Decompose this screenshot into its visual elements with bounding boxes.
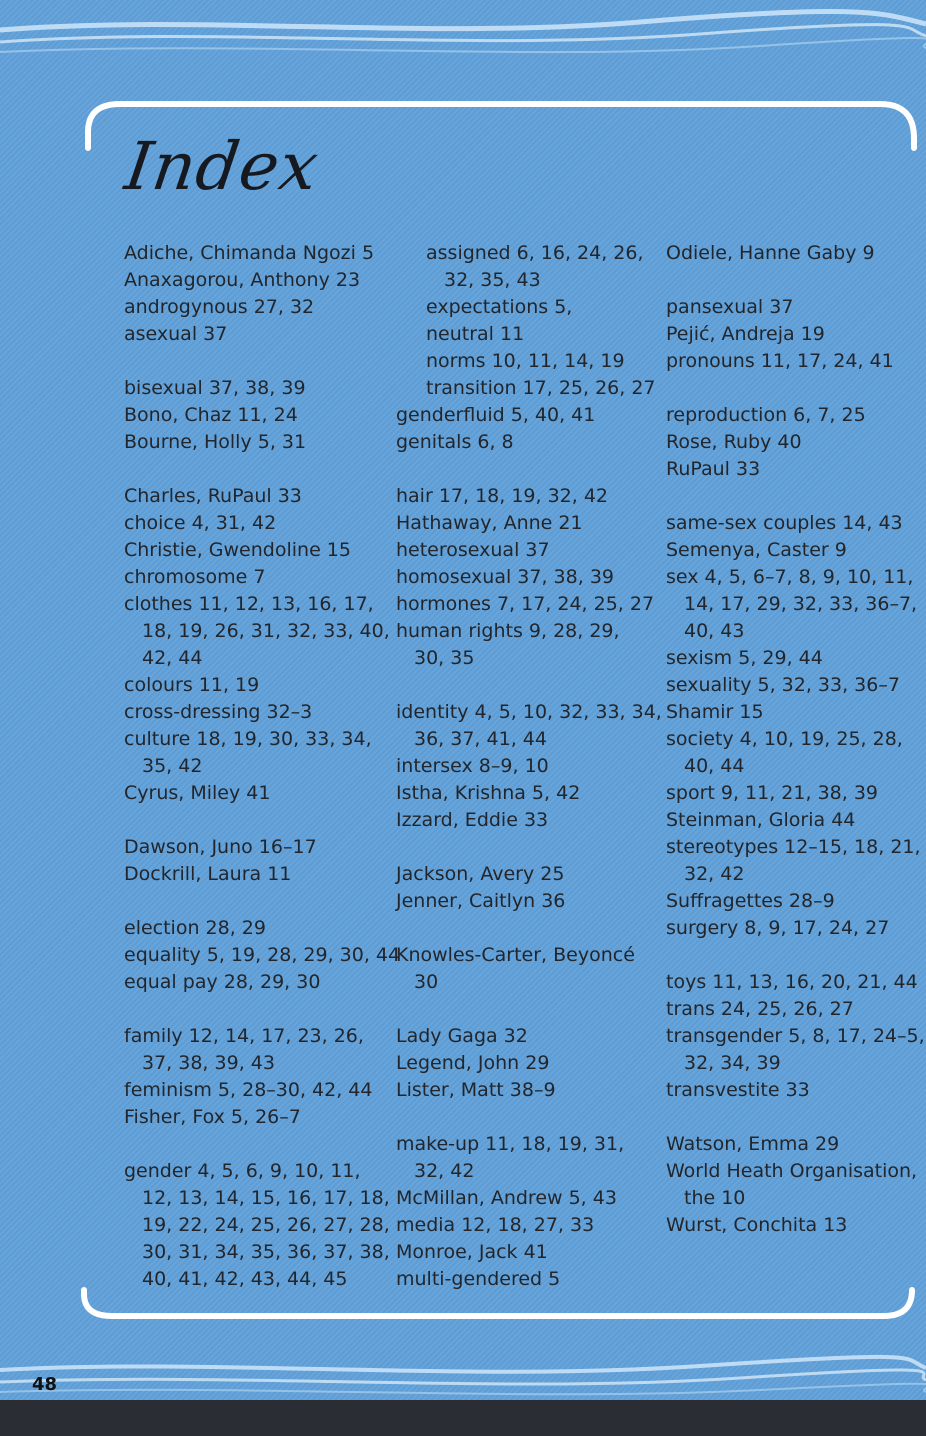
index-entry-line: expectations 5, (426, 296, 573, 318)
index-entry (396, 807, 646, 834)
index-entry (666, 321, 916, 348)
index-entry-line: Jenner, Caitlyn 36 (396, 890, 566, 912)
index-entry-line: norms 10, 11, 14, 19 (426, 350, 625, 372)
index-letter-group (666, 402, 916, 483)
index-entry-continuation: 32, 35, 43 (444, 269, 541, 291)
index-entry-line: feminism 5, 28–30, 42, 44 (124, 1079, 373, 1101)
index-entry-continuation: 40, 43 (684, 620, 745, 642)
index-entry (124, 375, 374, 402)
index-entry (124, 726, 374, 780)
index-entry (124, 537, 374, 564)
index-entry-line: Hathaway, Anne 21 (396, 512, 583, 534)
index-letter-group (396, 699, 662, 834)
index-entry (666, 1131, 916, 1158)
index-entry-line: pansexual 37 (666, 296, 794, 318)
index-entry-line: Bono, Chaz 11, 24 (124, 404, 298, 426)
index-entry-line: sexuality 5, 32, 33, 36–7 (666, 674, 900, 696)
index-entry-line: androgynous 27, 32 (124, 296, 315, 318)
index-entry-line: Legend, John 29 (396, 1052, 550, 1074)
index-entry-line: Rose, Ruby 40 (666, 431, 802, 453)
index-entry-continuation: 32, 42 (414, 1160, 475, 1182)
index-entry (396, 1023, 646, 1050)
index-entry (124, 834, 374, 861)
index-entry-line: stereotypes 12–15, 18, 21, (666, 836, 921, 858)
index-entry (124, 429, 374, 456)
index-entry-line: Bourne, Holly 5, 31 (124, 431, 307, 453)
index-entry (396, 1185, 646, 1212)
index-entry-line: transgender 5, 8, 17, 24–5, (666, 1025, 925, 1047)
book-spine-shadow (0, 1400, 926, 1436)
index-entry (124, 564, 374, 591)
index-entry (124, 699, 374, 726)
index-entry-continuation: 18, 19, 26, 31, 32, 33, 40, (142, 620, 390, 642)
index-entry (396, 591, 655, 618)
index-entry-line: reproduction 6, 7, 25 (666, 404, 866, 426)
index-letter-group (396, 861, 646, 915)
index-entry (666, 1077, 916, 1104)
index-entry-line: identity 4, 5, 10, 32, 33, 34, (396, 701, 662, 723)
index-letter-group (124, 915, 401, 996)
index-entry-line: Izzard, Eddie 33 (396, 809, 549, 831)
index-entry-line: Christie, Gwendoline 15 (124, 539, 351, 561)
index-entry (666, 1212, 916, 1239)
index-entry (124, 969, 374, 996)
index-entry (666, 402, 916, 429)
index-entry (124, 510, 374, 537)
index-entry (666, 969, 916, 996)
index-letter-group (124, 483, 390, 807)
index-entry (124, 672, 374, 699)
index-entry (396, 564, 646, 591)
index-entry-line: trans 24, 25, 26, 27 (666, 998, 854, 1020)
index-entry-continuation: 37, 38, 39, 43 (142, 1052, 275, 1074)
index-entry-line: choice 4, 31, 42 (124, 512, 277, 534)
index-entry-line: transition 17, 25, 26, 27 (426, 377, 656, 399)
index-entry (666, 537, 916, 564)
index-subentry (396, 294, 646, 321)
index-letter-group (666, 969, 925, 1104)
index-entry (396, 402, 646, 429)
index-entry (124, 780, 374, 807)
index-subentry (396, 375, 656, 402)
index-entry-continuation: 32, 42 (684, 863, 745, 885)
index-entry (396, 429, 646, 456)
index-entry (396, 753, 646, 780)
index-entry-line: family 12, 14, 17, 23, 26, (124, 1025, 364, 1047)
index-entry-line: equal pay 28, 29, 30 (124, 971, 321, 993)
index-entry (396, 1239, 646, 1266)
index-entry-continuation: 36, 37, 41, 44 (414, 728, 547, 750)
index-entry-line: Lady Gaga 32 (396, 1025, 528, 1047)
index-entry-line: Suffragettes 28–9 (666, 890, 835, 912)
index-entry-line: assigned 6, 16, 24, 26, (426, 242, 644, 264)
index-entry (666, 564, 916, 645)
index-column-3 (666, 240, 925, 1266)
index-entry-line: hormones 7, 17, 24, 25, 27 (396, 593, 655, 615)
index-entry (124, 267, 374, 294)
index-entry (666, 429, 916, 456)
index-letter-group (124, 375, 374, 456)
index-entry (124, 591, 390, 672)
index-entry (124, 294, 374, 321)
index-entry-line: asexual 37 (124, 323, 228, 345)
index-entry-line: Adiche, Chimanda Ngozi 5 (124, 242, 375, 264)
index-entry-line: Lister, Matt 38–9 (396, 1079, 556, 1101)
index-entry (124, 942, 401, 969)
page-title: Index (120, 128, 324, 205)
index-entry-line: surgery 8, 9, 17, 24, 27 (666, 917, 890, 939)
index-entry-line: Watson, Emma 29 (666, 1133, 840, 1155)
index-entry (666, 645, 916, 672)
index-entry (666, 1023, 925, 1077)
index-entry-line: gender 4, 5, 6, 9, 10, 11, (124, 1160, 361, 1182)
index-entry-continuation: 42, 44 (142, 647, 203, 669)
index-entry-line: clothes 11, 12, 13, 16, 17, (124, 593, 374, 615)
index-column-1 (124, 240, 401, 1320)
index-entry-line: sport 9, 11, 21, 38, 39 (666, 782, 878, 804)
index-entry (396, 861, 646, 888)
index-letter-group (124, 240, 374, 348)
index-entry (666, 807, 916, 834)
index-entry-line: genderfluid 5, 40, 41 (396, 404, 596, 426)
index-entry (666, 240, 916, 267)
index-entry (666, 294, 916, 321)
index-entry-line: genitals 6, 8 (396, 431, 514, 453)
index-entry-line: McMillan, Andrew 5, 43 (396, 1187, 617, 1209)
index-entry-continuation: 30, 35 (414, 647, 475, 669)
index-entry (124, 1158, 390, 1293)
index-entry (396, 942, 646, 996)
index-letter-group (396, 1023, 646, 1104)
index-letter-group (396, 1131, 646, 1293)
index-entry-line: Wurst, Conchita 13 (666, 1214, 848, 1236)
index-entry (396, 510, 646, 537)
index-letter-group (666, 240, 916, 267)
index-entry (124, 240, 374, 267)
index-letter-group (124, 1158, 390, 1293)
index-entry (124, 402, 374, 429)
index-entry-line: Odiele, Hanne Gaby 9 (666, 242, 875, 264)
index-entry (124, 1023, 374, 1077)
index-entry (124, 1077, 374, 1104)
index-entry-line: homosexual 37, 38, 39 (396, 566, 614, 588)
index-entry (396, 1050, 646, 1077)
index-entry (666, 834, 921, 888)
index-entry (666, 726, 916, 780)
index-entry (124, 861, 374, 888)
decorative-wave-bottom (0, 1348, 926, 1408)
index-entry-line: Semenya, Caster 9 (666, 539, 847, 561)
index-entry-line: bisexual 37, 38, 39 (124, 377, 306, 399)
index-entry-line: neutral 11 (426, 323, 525, 345)
page-number: 48 (32, 1374, 58, 1395)
index-entry-line: Istha, Krishna 5, 42 (396, 782, 581, 804)
index-letter-group (124, 1023, 374, 1131)
index-entry (124, 915, 374, 942)
index-entry-continuation: 30 (414, 971, 439, 993)
index-entry-continuation: 35, 42 (142, 755, 203, 777)
index-entry-line: Shamir 15 (666, 701, 764, 723)
index-entry-line: multi-gendered 5 (396, 1268, 561, 1290)
index-entry (396, 888, 646, 915)
index-entry-continuation: 40, 41, 42, 43, 44, 45 (142, 1268, 348, 1290)
index-letter-group (666, 1131, 916, 1239)
index-entry-line: Monroe, Jack 41 (396, 1241, 548, 1263)
index-entry (666, 888, 916, 915)
index-entry (396, 537, 646, 564)
index-entry-line: cross-dressing 32–3 (124, 701, 313, 723)
index-entry (396, 1212, 646, 1239)
index-entry-line: Jackson, Avery 25 (396, 863, 565, 885)
index-entry-continuation: 40, 44 (684, 755, 745, 777)
index-entry (396, 699, 662, 753)
index-entry (666, 672, 916, 699)
decorative-wave-top (0, 0, 926, 70)
index-subentry (396, 321, 646, 348)
index-letter-group (396, 240, 656, 456)
index-entry-line: heterosexual 37 (396, 539, 550, 561)
index-entry-line: election 28, 29 (124, 917, 266, 939)
index-entry-line: colours 11, 19 (124, 674, 260, 696)
index-entry-continuation: 32, 34, 39 (684, 1052, 781, 1074)
index-entry (666, 996, 916, 1023)
index-entry-line: equality 5, 19, 28, 29, 30, 44 (124, 944, 401, 966)
index-entry-line: World Heath Organisation, (666, 1160, 918, 1182)
index-column-2 (396, 240, 662, 1320)
index-subentry (396, 348, 646, 375)
index-letter-group (396, 942, 646, 996)
index-entry (396, 618, 646, 672)
index-entry-line: Dockrill, Laura 11 (124, 863, 292, 885)
index-entry (396, 1077, 646, 1104)
index-entry-line: society 4, 10, 19, 25, 28, (666, 728, 903, 750)
index-entry (396, 483, 646, 510)
index-letter-group (666, 294, 916, 375)
index-entry (666, 699, 916, 726)
index-entry-line: Cyrus, Miley 41 (124, 782, 271, 804)
index-entry-line: pronouns 11, 17, 24, 41 (666, 350, 894, 372)
index-entry (396, 1266, 646, 1293)
index-entry-line: human rights 9, 28, 29, (396, 620, 620, 642)
index-entry-continuation: the 10 (684, 1187, 746, 1209)
index-entry-line: Knowles-Carter, Beyoncé (396, 944, 635, 966)
index-entry (124, 1104, 374, 1131)
index-entry-line: same-sex couples 14, 43 (666, 512, 903, 534)
index-entry-continuation: 19, 22, 24, 25, 26, 27, 28, (142, 1214, 390, 1236)
index-entry (666, 510, 916, 537)
index-letter-group (666, 510, 921, 942)
index-entry (124, 483, 374, 510)
index-entry-line: Anaxagorou, Anthony 23 (124, 269, 361, 291)
index-entry-continuation: 14, 17, 29, 32, 33, 36–7, (684, 593, 918, 615)
index-subentry (396, 240, 646, 294)
index-entry (666, 780, 916, 807)
index-entry-continuation: 12, 13, 14, 15, 16, 17, 18, (142, 1187, 390, 1209)
index-entry-line: Pejić, Andreja 19 (666, 323, 825, 345)
index-entry-line: culture 18, 19, 30, 33, 34, (124, 728, 372, 750)
index-entry-line: toys 11, 13, 16, 20, 21, 44 (666, 971, 918, 993)
index-entry-line: transvestite 33 (666, 1079, 810, 1101)
index-entry (666, 915, 916, 942)
index-entry-line: Charles, RuPaul 33 (124, 485, 302, 507)
index-entry-continuation: 30, 31, 34, 35, 36, 37, 38, (142, 1241, 390, 1263)
index-letter-group (124, 834, 374, 888)
index-entry-line: sex 4, 5, 6–7, 8, 9, 10, 11, (666, 566, 914, 588)
index-entry (666, 1158, 916, 1212)
index-entry-line: Fisher, Fox 5, 26–7 (124, 1106, 301, 1128)
index-entry-line: make-up 11, 18, 19, 31, (396, 1133, 625, 1155)
index-entry-line: Dawson, Juno 16–17 (124, 836, 317, 858)
index-entry (124, 321, 374, 348)
index-letter-group (396, 483, 655, 672)
index-entry (396, 1131, 646, 1185)
index-entry-line: intersex 8–9, 10 (396, 755, 549, 777)
index-entry-line: hair 17, 18, 19, 32, 42 (396, 485, 609, 507)
index-entry-line: media 12, 18, 27, 33 (396, 1214, 595, 1236)
index-entry-line: sexism 5, 29, 44 (666, 647, 823, 669)
index-entry-line: Steinman, Gloria 44 (666, 809, 856, 831)
index-entry (396, 780, 646, 807)
index-entry (666, 456, 916, 483)
index-entry-line: chromosome 7 (124, 566, 266, 588)
index-entry (666, 348, 916, 375)
index-entry-line: RuPaul 33 (666, 458, 761, 480)
